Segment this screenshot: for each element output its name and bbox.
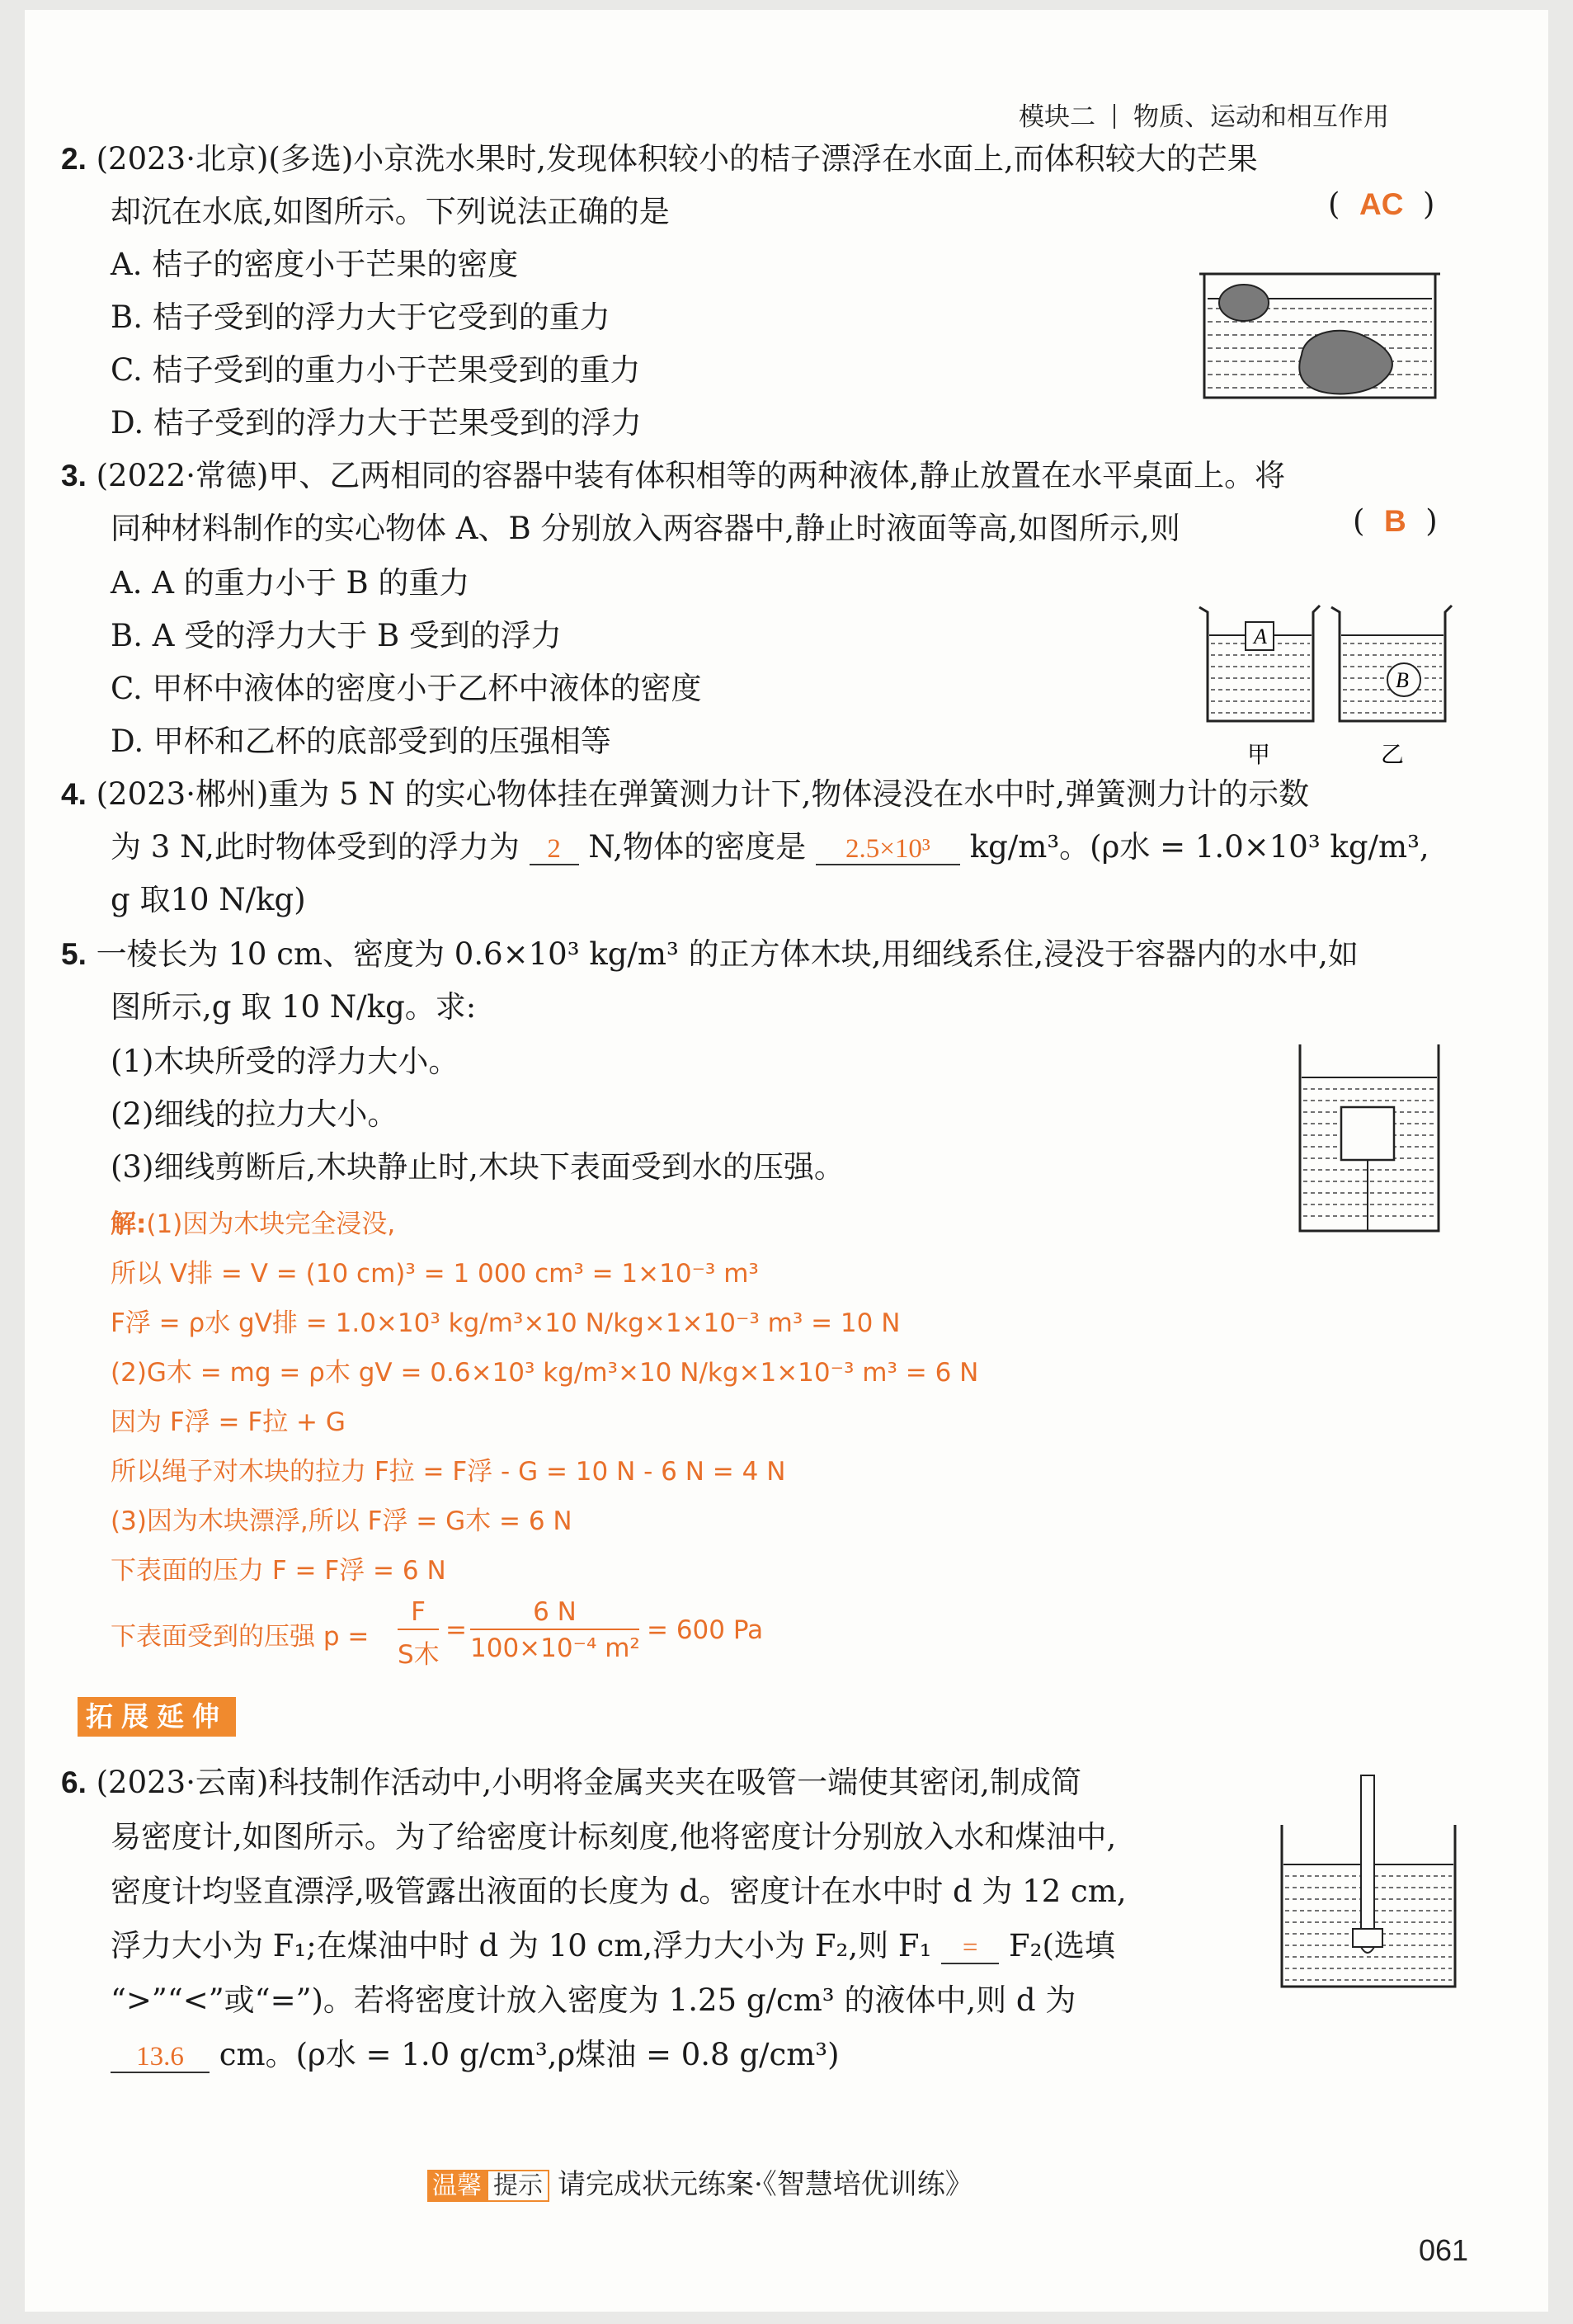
frac1-bar [398,1629,439,1630]
q5-number: 5. [61,937,87,971]
q5-solution-2: 所以 V排 = V = (10 cm)³ = 1 000 cm³ = 1×10⁻³ m³ [111,1259,759,1289]
frac2-denominator: 100×10⁻⁴ m² [470,1633,640,1663]
q5-solution-9a: 下表面受到的压强 p = [111,1622,370,1652]
header-module: 模块二 [1019,102,1095,132]
q2-option-c: C. 桔子受到的重力小于芒果受到的重力 [111,352,641,388]
q3-stem-2: 同种材料制作的实心物体 A、B 分别放入两容器中,静止时液面等高,如图所示,则 [111,511,1180,546]
q5-solution-6: 所以绳子对木块的拉力 F拉 = F浮 - G = 10 N - 6 N = 4 N [111,1457,786,1487]
q6-figure-densimeter [1279,1775,1460,1998]
q2-stem-2: 却沉在水底,如图所示。下列说法正确的是 [111,194,670,229]
section-banner: 拓展延伸 [78,1697,236,1737]
mango-shape [1299,331,1392,394]
q5-figure-container [1295,1041,1443,1239]
q3-option-c: C. 甲杯中液体的密度小于乙杯中液体的密度 [111,671,702,706]
label-yi: 乙 [1381,741,1405,768]
orange-shape [1219,285,1269,321]
q6-stem-6: cm。(ρ水 = 1.0 g/cm³,ρ煤油 = 0.8 g/cm³) [219,2037,840,2072]
q6-blank-d: 13.6 [111,2042,210,2073]
footer-tip [427,2161,973,2202]
metal-clip [1353,1929,1382,1947]
frac-equals: = [445,1615,467,1645]
q6-line4 [111,1921,1115,1965]
q5-solution-9b: = 600 Pa [647,1615,764,1645]
q3-option-b: B. A 受的浮力大于 B 受到的浮力 [111,618,562,653]
q2-option-a: A. 桔子的密度小于芒果的密度 [111,247,519,282]
q6-line6 [111,2029,840,2074]
frac1-denominator: S木 [398,1640,440,1670]
q3-figure-beakers [1194,597,1458,771]
textbook-page [25,10,1548,2312]
footer-text: 请完成状元练案·《智慧培优训练》 [558,2168,973,2201]
q4-line2 [111,822,1429,866]
q2-line1 [61,134,1258,178]
q5-solution-1 [111,1203,395,1240]
q5-solution-4: (2)G木 = mg = ρ木 gV = 0.6×10³ kg/m³×10 N/kg×1×10⁻³ m³ = 6 N [111,1358,979,1388]
q5-sub-3: (3)细线剪断后,木块静止时,木块下表面受到水的压强。 [111,1149,845,1185]
label-a: A [1254,625,1267,648]
q4-line1 [61,769,1309,813]
q6-stem-1: (2023·云南)科技制作活动中,小明将金属夹夹在吸管一端使其密闭,制成简 [96,1765,1081,1800]
footer-tag-1: 温馨 [427,2170,487,2202]
q5-solution-7: (3)因为木块漂浮,所以 F浮 = G木 = 6 N [111,1506,572,1536]
header-divider [1114,104,1115,129]
q5-stem-2: 图所示,g 取 10 N/kg。求: [111,989,477,1025]
frac1-numerator: F [411,1597,426,1627]
q3-number: 3. [61,459,87,493]
q5-stem-1: 一棱长为 10 cm、密度为 0.6×10³ kg/m³ 的正方体木块,用细线系住,浸没于容器内的水中,如 [96,936,1359,972]
q5-solution-5: 因为 F浮 = F拉 + G [111,1407,346,1437]
q6-blank-compare: = [941,1933,999,1964]
q6-stem-5: “>”“<”或“=”)。若将密度计放入密度为 1.25 g/cm³ 的液体中,则 d 为 [111,1982,1076,2018]
wood-block [1341,1107,1394,1160]
q4-stem-2b: N,物体的密度是 [588,829,807,865]
q5-sub-1: (1)木块所受的浮力大小。 [111,1044,459,1079]
q5-line1 [61,929,1359,973]
q4-stem-1: (2023·郴州)重为 5 N 的实心物体挂在弹簧测力计下,物体浸没在水中时,弹簧测力计的示数 [96,776,1310,812]
q3-line1 [61,450,1285,495]
solution-text-1: (1)因为木块完全浸没, [146,1209,396,1239]
q2-answer-bracket: ( AC ) [1328,186,1435,222]
label-jia: 甲 [1247,741,1271,768]
q2-option-b: B. 桔子受到的浮力大于它受到的重力 [111,299,610,335]
q6-line1 [61,1757,1081,1802]
frac2-numerator: 6 N [533,1597,577,1627]
q2-option-d: D. 桔子受到的浮力大于芒果受到的浮力 [111,405,642,441]
q6-stem-4a: 浮力大小为 F₁;在煤油中时 d 为 10 cm,浮力大小为 F₂,则 F₁ [111,1928,932,1963]
q5-sub-2: (2)细线的拉力大小。 [111,1096,398,1132]
q3-stem-1: (2022·常德)甲、乙两相同的容器中装有体积相等的两种液体,静止放置在水平桌面上。将 [96,458,1286,493]
q2-figure-tank [1196,257,1443,406]
q5-solution-8: 下表面的压力 F = F浮 = 6 N [111,1556,446,1586]
label-b: B [1396,668,1409,692]
q2-stem-1: (2023·北京)(多选)小京洗水果时,发现体积较小的桔子漂浮在水面上,而体积较大的芒果 [96,141,1258,177]
header-topic: 物质、运动和相互作用 [1133,102,1389,132]
q6-stem-4b: F₂(选填 [1008,1928,1115,1963]
straw [1361,1775,1374,1940]
q2-answer: AC [1359,187,1404,221]
q4-blank-buoyancy: 2 [530,834,579,865]
solution-label: 解: [111,1209,147,1239]
q4-blank-density: 2.5×10³ [816,834,960,865]
page-number: 061 [1419,2233,1469,2267]
q3-answer: B [1383,504,1406,538]
footer-tag-2: 提示 [487,2170,549,2202]
page-header [1019,96,1389,133]
q4-stem-3: g 取10 N/kg) [111,882,306,917]
q6-number: 6. [61,1765,87,1799]
q4-stem-2a: 为 3 N,此时物体受到的浮力为 [111,829,520,865]
q5-solution-3: F浮 = ρ水 gV排 = 1.0×10³ kg/m³×10 N/kg×1×10⁻³ m³ = 10 N [111,1308,901,1338]
q3-option-a: A. A 的重力小于 B 的重力 [111,565,470,601]
q2-number: 2. [61,142,87,176]
beaker-yi [1331,606,1452,721]
q3-answer-bracket: ( B ) [1353,503,1438,539]
q3-option-d: D. 甲杯和乙杯的底部受到的压强相等 [111,724,611,759]
q4-stem-2c: kg/m³。(ρ水 = 1.0×10³ kg/m³, [969,829,1429,865]
q4-number: 4. [61,777,87,811]
q6-stem-2: 易密度计,如图所示。为了给密度计标刻度,他将密度计分别放入水和煤油中, [111,1819,1117,1855]
frac2-bar [470,1629,639,1630]
beaker-jia [1199,606,1320,721]
q6-stem-3: 密度计均竖直漂浮,吸管露出液面的长度为 d。密度计在水中时 d 为 12 cm, [111,1874,1127,1909]
